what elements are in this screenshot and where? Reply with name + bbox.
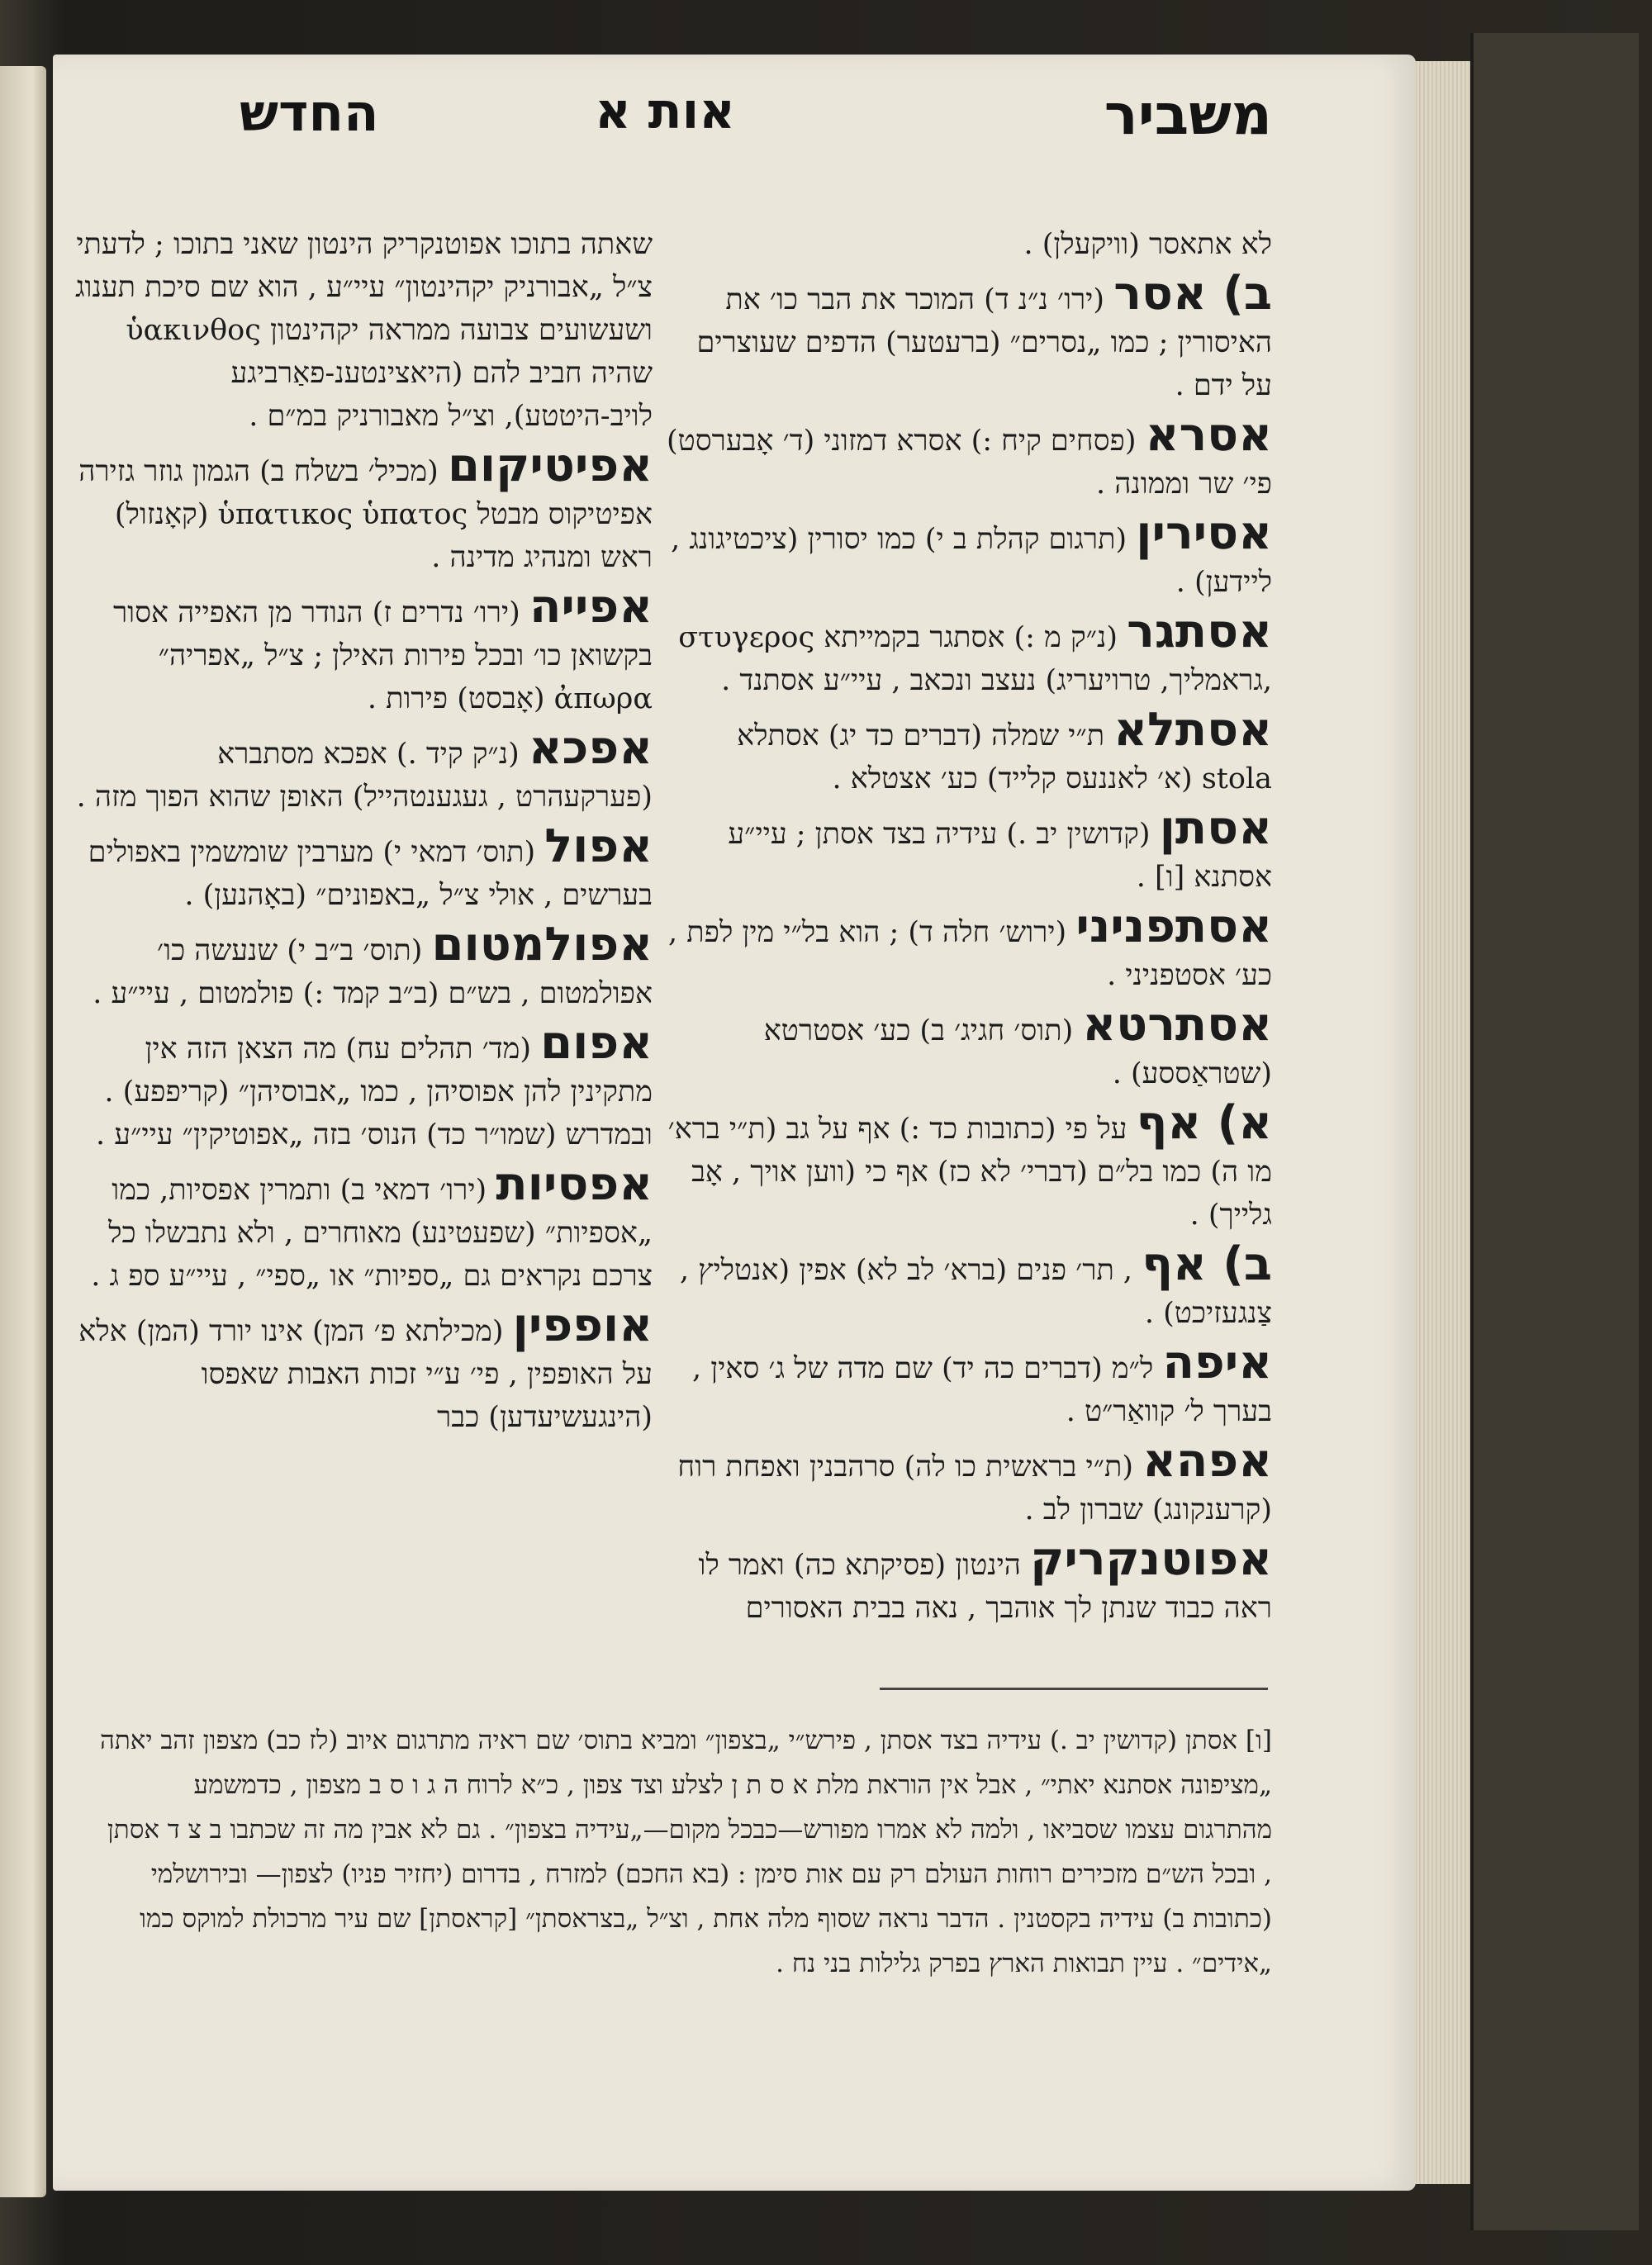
footnote-divider (880, 1688, 1268, 1690)
entry-text: (נ״ק קיד .) אפכא מסתברא (פערקעהרט , געגענטהייל) האופן שהוא הפוך מזה . (76, 738, 653, 814)
entry-text: (ירו׳ נ״נ ד) המוכר את הבר כו׳ את האיסורין ; כמו „נסרים״ (ברעטער) הדפים שעוצרים על ידם . (696, 283, 1272, 402)
dictionary-entry (74, 819, 653, 917)
entry-headword: אפייה (529, 580, 653, 634)
entry-text: (מד׳ תהלים עח) מה הצאן הזה אין מתקינין להן אפוסיהן , כמו „אבוסיהן״ (קריפפע) . ובמדרש (שמו״ר כד) הנוס׳ בזה „אפוטיקין״ עיי״ע . (96, 1033, 653, 1151)
dictionary-entry (661, 1096, 1272, 1237)
dictionary-entry (661, 1000, 1272, 1095)
dictionary-entry (74, 721, 653, 819)
entry-text: (תוס׳ דמאי י) מערבין שומשמין באפולים בערשים , אולי צ״ל „באפונים״ (באָהנען) . (88, 836, 653, 912)
dictionary-entry (661, 1237, 1272, 1335)
dictionary-entry (74, 1016, 653, 1156)
entry-headword: ב) אסר (1113, 267, 1272, 321)
entry-text: (מכילתא פ׳ המן) אינו יורד (המן) אלא על האופפין , פי׳ ע״י זכות האבות שאפסו (הינגעשיעדען) כבר (78, 1315, 653, 1434)
dictionary-entry (661, 801, 1272, 899)
entry-text: (ירוש׳ חלה ד) ; הוא בל״י מין לפת , כע׳ אסטפניני . (668, 916, 1272, 992)
dictionary-entry (661, 223, 1272, 266)
entry-text: שאתה בתוכו אפוטנקריק הינטון שאני בתוכו ; לדעתי צ״ל „אבורניק יקהינטון״ עיי״ע , הוא שם סיכת תענוג ושעשועים צבועה ממראה יקהינטון ὑακινθος שהיה חביב להם (היאצינטענ-פאַרביגע לויב-היטטע), וצ״ל מאבורניק במ״ם . (74, 228, 653, 433)
header-letter: אות א (595, 83, 735, 140)
entry-text: (ירו׳ נדרים ז) הנודר מן האפייה אסור בקשואן כו׳ ובכל פירות האילן ; צ״ל „אפריה״ ἀπωρα (אָבסט) פירות . (112, 596, 653, 715)
dictionary-entry (661, 1338, 1272, 1433)
entry-headword: אפוטנקריק (1030, 1532, 1272, 1586)
dictionary-entry (74, 582, 653, 720)
entry-headword: אפסיות (496, 1157, 653, 1211)
entry-headword: אפול (544, 819, 653, 873)
entry-text: (קדושין יב .) עידיה בצד אסתן ; עיי״ע אסתנא [ו] . (728, 818, 1272, 894)
header-book-subtitle: החדש (240, 83, 379, 143)
entry-text: ל״מ (דברים כה יד) שם מדה של ג׳ סאין , בערך ל׳ קוואַר״ט . (692, 1352, 1272, 1428)
entry-text: (תוס׳ חגיג׳ ב) כע׳ אסטרטא (שטראַססע) . (763, 1014, 1272, 1090)
entry-headword: אסתן (1159, 801, 1272, 855)
entry-headword: אסתפניני (1075, 900, 1272, 953)
footnote: [ו] אסתן (קדושין יב .) עידיה בצד אסתן , פירש״י „בצפון״ ומביא בתוס׳ שם ראיה מתרגום איוב (לז כב) מצפון זהב יאתה „מציפונה אסתנא יאתי״ , אבל אין הוראת מלת א ס ת ן לצלע וצד צפון , כ״א לרוח ה ג ו ס ב מצפון , כדמשמע מהתרגום עצמו שסביאו , ולמה לא אמרו מפורש—כבכל מקום—„עידיה בצפון״ . גם לא אבין מה זה שכתבו ב צ ד אסתן , ובכל הש״ם מזכירים רוחות העולם רק עם אות סימן : (בא החכם) למזרח , בדרום (יחזיר פניו) לצפון— ובירושלמי (כתובות ב) עידיה בקסטנין . הדבר נראה שסוף מלה אחת , וצ״ל „בצראסתן״ [קראסתן] שם עיר מרכולת למוקס כמו „אידים״ . עיין תבואות הארץ בפרק גלילות בני נח . (100, 1726, 1272, 1978)
entry-text: (פסחים קיח :) אסרא דמזוני (ד׳ אָבערסט) פי׳ שר וממונה . (666, 425, 1272, 501)
right-column (661, 223, 1272, 1633)
entry-headword: איפה (1162, 1336, 1272, 1389)
dictionary-entry (74, 1157, 653, 1298)
entry-headword: אסתרטא (1082, 998, 1272, 1052)
dictionary-entry (74, 223, 653, 438)
left-page-edge (0, 66, 46, 2197)
entry-headword: א) אף (1136, 1096, 1272, 1150)
dictionary-entry (661, 1436, 1272, 1531)
dictionary-entry (74, 441, 653, 579)
entry-headword: ב) אף (1142, 1237, 1272, 1291)
entry-text: ת״י שמלה (דברים כד יג) אסתלא stola (א׳ לאננעס קלייד) כע׳ אצטלא . (737, 719, 1272, 795)
left-column (74, 223, 653, 1442)
dictionary-entry (661, 705, 1272, 800)
entry-text: (נ״ק מ :) אסתגר בקמייתא στυγερος ,גראמליך, טרויעריג) נעצב ונכאב , עיי״ע אסתנד . (678, 621, 1272, 697)
entry-text: (תרגום קהלת ב י) כמו יסורין (ציכטיגונג , ליידען) . (671, 523, 1272, 599)
dictionary-entry (661, 902, 1272, 997)
entry-text: (ירו׳ דמאי ב) ותמרין אפסיות, כמו „אספיות״ (שפעטינע) מאוחרים , ולא נתבשלו כל צרכם נקראים גם „ספיות״ או „ספי״ , עיי״ע ספ ג . (91, 1174, 653, 1293)
book-cover (1470, 33, 1639, 2230)
entry-headword: אסירין (1136, 506, 1272, 560)
entry-headword: אופפין (512, 1299, 653, 1352)
dictionary-entry (74, 920, 653, 1015)
entry-text: הינטון (פסיקתא כה) ואמר לו ראה כבוד שנתן לך אוהבך , נאה בבית האסורים (698, 1549, 1272, 1625)
dictionary-entry (74, 1301, 653, 1439)
dictionary-entry (661, 1532, 1272, 1630)
header-book-title: משביר (1104, 83, 1272, 148)
entry-headword: אפכא (528, 721, 653, 775)
entry-headword: אפהא (1142, 1434, 1272, 1488)
entry-text: (מכיל׳ בשלח ב) הגמון גוזר גזירה אפיטיקוס מבטל ὑπατικος ὑπατος (קאָנזול) ראש ומנהיג מדינה . (78, 455, 653, 574)
dictionary-entry (661, 408, 1272, 506)
entry-headword: אפיטיקום (447, 439, 653, 492)
entry-text: לא אתאסר (וויקעלן) . (1023, 228, 1272, 261)
entry-headword: אפום (540, 1016, 653, 1070)
entry-text: (תוס׳ ב״ב י) שנעשה כו׳ אפולמטום , בש״ם (ב״ב קמד :) פולמטום , עיי״ע . (93, 934, 653, 1010)
entry-headword: אסתלא (1113, 703, 1272, 757)
dictionary-entry (661, 607, 1272, 702)
entry-text: (ת״י בראשית כו לה) סרהבנין ואפחת רוח (קרענקונג) שברון לב . (677, 1451, 1272, 1527)
entry-headword: אסרא (1145, 408, 1272, 462)
entry-text: , תר׳ פנים (ברא׳ לב לא) אפין (אנטליץ , צַנגעזיכט) . (679, 1254, 1272, 1330)
entry-text: על פי (כתובות כד :) אף על גב (ת״י ברא׳ מו ה) כמו בל״ם (דברי׳ לא כז) אף כי (ווען אויך , אָב גלייך) . (667, 1113, 1272, 1232)
entry-headword: אסתגר (1127, 605, 1272, 658)
dictionary-entry (661, 269, 1272, 407)
entry-headword: אפולמטום (431, 918, 653, 971)
dictionary-entry (661, 506, 1272, 604)
